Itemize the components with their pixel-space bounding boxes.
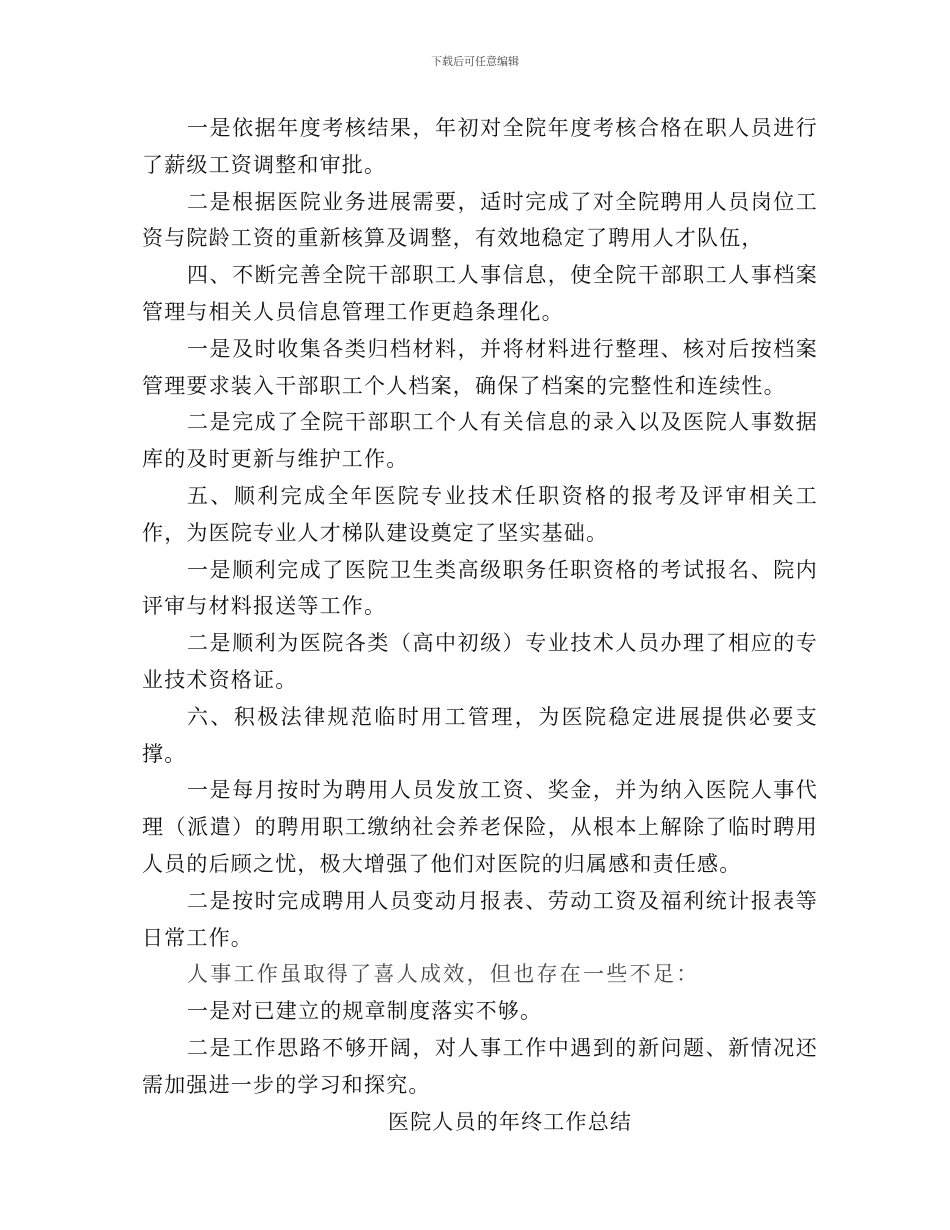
section-heading-4: 四、不断完善全院干部职工人事信息，使全院干部职工人事档案管理与相关人员信息管理工作更趋条理化。 <box>142 263 818 324</box>
section-heading-6: 六、积极法律规范临时用工管理，为医院稳定进展提供必要支撑。 <box>142 704 818 766</box>
page-header-note: 下载后可任意编辑 <box>431 55 519 68</box>
paragraph-8: 二是顺利为医院各类（高中初级）专业技术人员办理了相应的专业技术资格证。 <box>142 631 818 692</box>
paragraph-7: 一是顺利完成了医院卫生类高级职务任职资格的考试报名、院内评审与材料报送等工作。 <box>142 557 818 619</box>
paragraph-2: 二是根据医院业务进展需要，适时完成了对全院聘用人员岗位工资与院龄工资的重新核算及调整，有效地稳定了聘用人才队伍， <box>142 189 818 251</box>
paragraph-5: 二是完成了全院干部职工个人有关信息的录入以及医院人事数据库的及时更新与维护工作。 <box>142 410 818 472</box>
paragraph-10: 一是每月按时为聘用人员发放工资、奖金，并为纳入医院人事代理（派遣）的聘用职工缴纳社会养老保险，从根本上解除了临时聘用人员的后顾之忧，极大增强了他们对医院的归属感和责任感。 <box>142 778 818 876</box>
paragraph-shortcomings-intro: 人事工作虽取得了喜人成效，但也存在一些不足： <box>187 962 700 987</box>
paragraph-11: 二是按时完成聘用人员变动月报表、劳动工资及福利统计报表等日常工作。 <box>142 888 818 950</box>
paragraph-1: 一是依据年度考核结果，年初对全院年度考核合格在职人员进行了薪级工资调整和审批。 <box>142 116 818 177</box>
paragraph-13: 一是对已建立的规章制度落实不够。 <box>187 999 543 1024</box>
paragraph-14: 二是工作思路不够开阔，对人事工作中遇到的新问题、新情况还需加强进一步的学习和探究。 <box>142 1035 818 1097</box>
closing-title: 医院人员的年终工作总结 <box>387 1109 633 1134</box>
document-body <box>142 110 818 1140</box>
section-heading-5: 五、顺利完成全年医院专业技术任职资格的报考及评审相关工作，为医院专业人才梯队建设奠定了坚实基础。 <box>142 483 818 545</box>
paragraph-4: 一是及时收集各类归档材料，并将材料进行整理、核对后按档案管理要求装入干部职工个人档案，确保了档案的完整性和连续性。 <box>142 336 818 398</box>
